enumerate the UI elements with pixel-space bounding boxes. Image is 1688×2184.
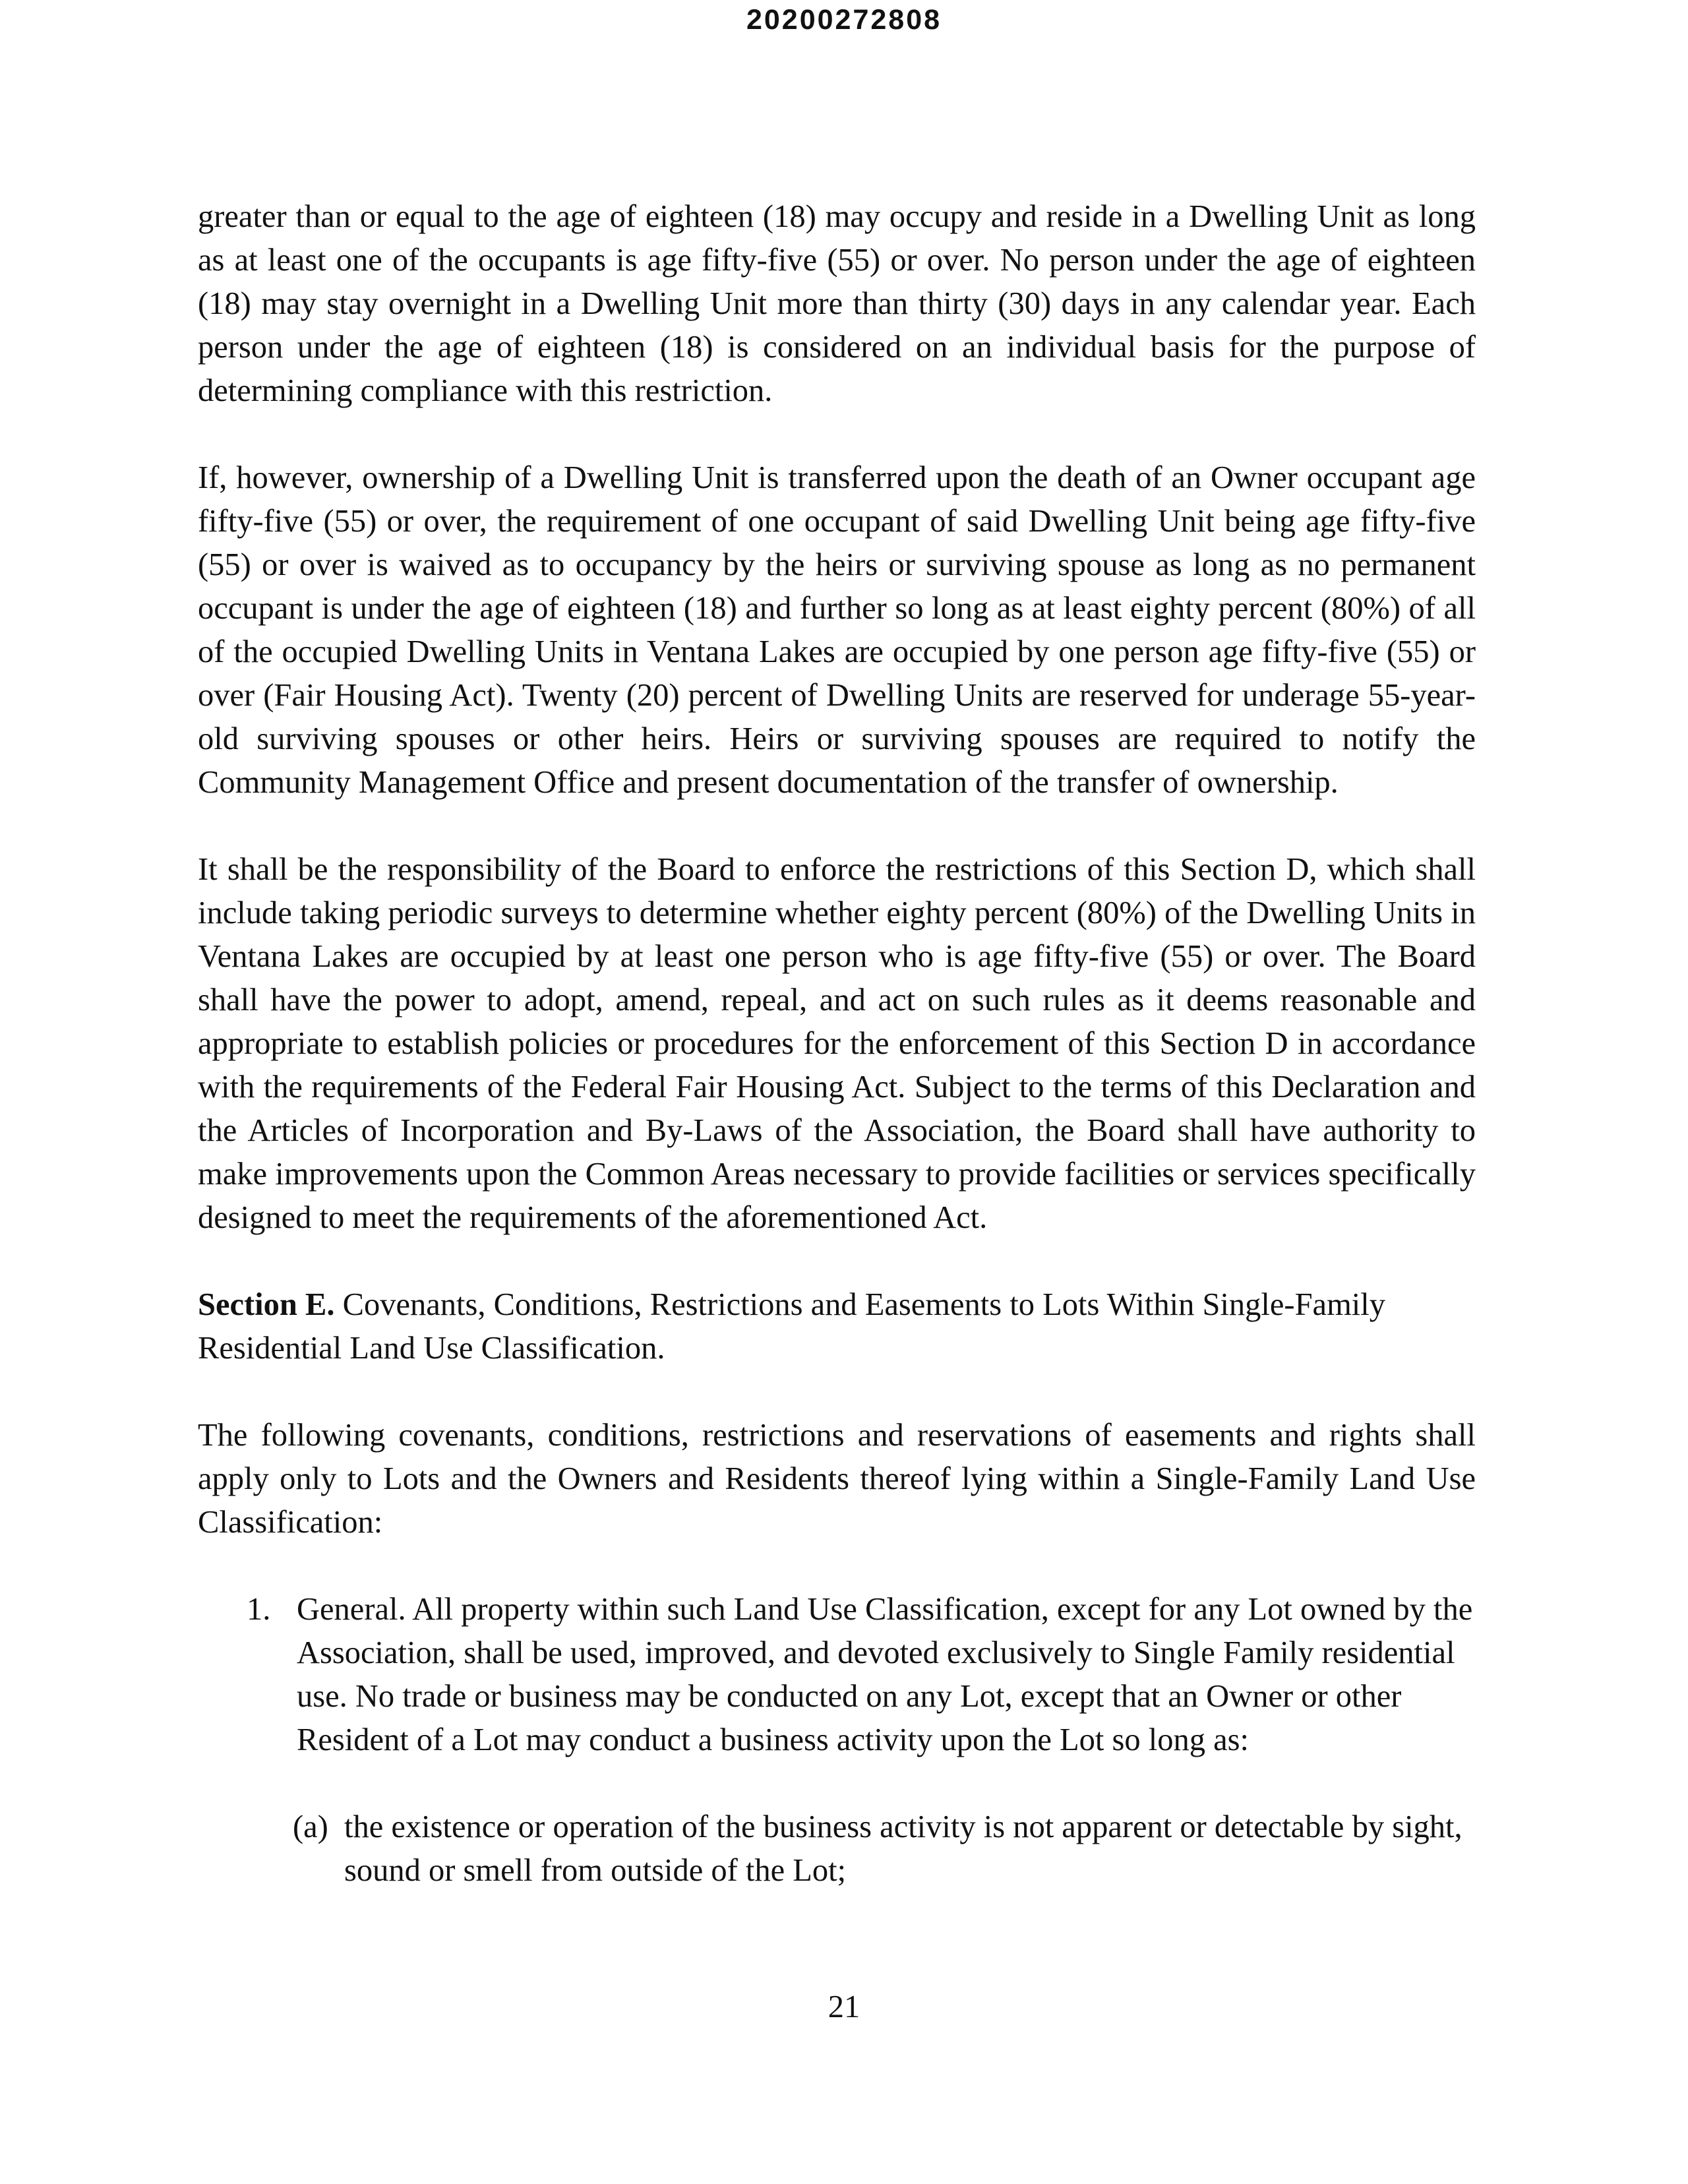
document-number: 20200272808: [746, 4, 942, 36]
section-e-heading: [198, 1283, 1476, 1370]
paragraph-ownership-transfer: If, however, ownership of a Dwelling Unit is transferred upon the death of an Owner occupant age fifty-five (55) or over, the requirement of one occupant of said Dwelling Unit being age fifty-five (55) or over is waived as to occupancy by the heirs or surviving spouse as long as no permanent occupant is under the age of eighteen (18) and further so long as at least eighty percent (80%) of all of the occupied Dwelling Units in Ventana Lakes are occupied by one person age fifty-five (55) or over (Fair Housing Act). Twenty (20) percent of Dwelling Units are reserved for underage 55-year-old surviving spouses or other heirs. Heirs or surviving spouses are required to notify the Community Management Office and present documentation of the transfer of ownership.: [198, 460, 1476, 800]
list-item-general: [247, 1588, 1476, 1762]
sub-item-text: the existence or operation of the business activity is not apparent or detectable by sight, sound or smell from outside of the Lot;: [344, 1809, 1462, 1888]
list-item-number: 1.: [247, 1592, 271, 1627]
paragraph-covenants-intro: The following covenants, conditions, restrictions and reservations of easements and rights shall apply only to Lots and the Owners and Residents thereof lying within a Single-Family Land Use Classification:: [198, 1418, 1476, 1540]
sub-item-a: [293, 1805, 1476, 1893]
paragraph-age-restriction: greater than or equal to the age of eighteen (18) may occupy and reside in a Dwelling Unit as long as at least one of the occupants is age fifty-five (55) or over. No person under the age of eighteen (18) may stay overnight in a Dwelling Unit more than thirty (30) days in any calendar year. Each person under the age of eighteen (18) is considered on an individual basis for the purpose of determining compliance with this restriction.: [198, 199, 1476, 408]
paragraph-board-responsibility: It shall be the responsibility of the Board to enforce the restrictions of this Section D, which shall include taking periodic surveys to determine whether eighty percent (80%) of the Dwelling Units in Ventana Lakes are occupied by at least one person who is age fifty-five (55) or over. The Board shall have the power to adopt, amend, repeal, and act on such rules as it deems reasonable and appropriate to establish policies or procedures for the enforcement of this Section D in accordance with the requirements of the Federal Fair Housing Act. Subject to the terms of this Declaration and the Articles of Incorporation and By-Laws of the Association, the Board shall have authority to make improvements upon the Common Areas necessary to provide facilities or services specifically designed to meet the requirements of the aforementioned Act.: [198, 852, 1476, 1235]
section-e-label: Section E.: [198, 1287, 335, 1322]
list-item-text: General. All property within such Land Use Classification, except for any Lot owned by the Association, shall be used, improved, and devoted exclusively to Single Family residential use. No trade or business may be conducted on any Lot, except that an Owner or other Resident of a Lot may conduct a business activity upon the Lot so long as:: [297, 1592, 1473, 1757]
sub-item-label: (a): [293, 1809, 328, 1844]
section-e-title: Covenants, Conditions, Restrictions and Easements to Lots Within Single-Family Residential Land Use Classification.: [198, 1287, 1385, 1366]
page-number: 21: [828, 1989, 860, 2024]
